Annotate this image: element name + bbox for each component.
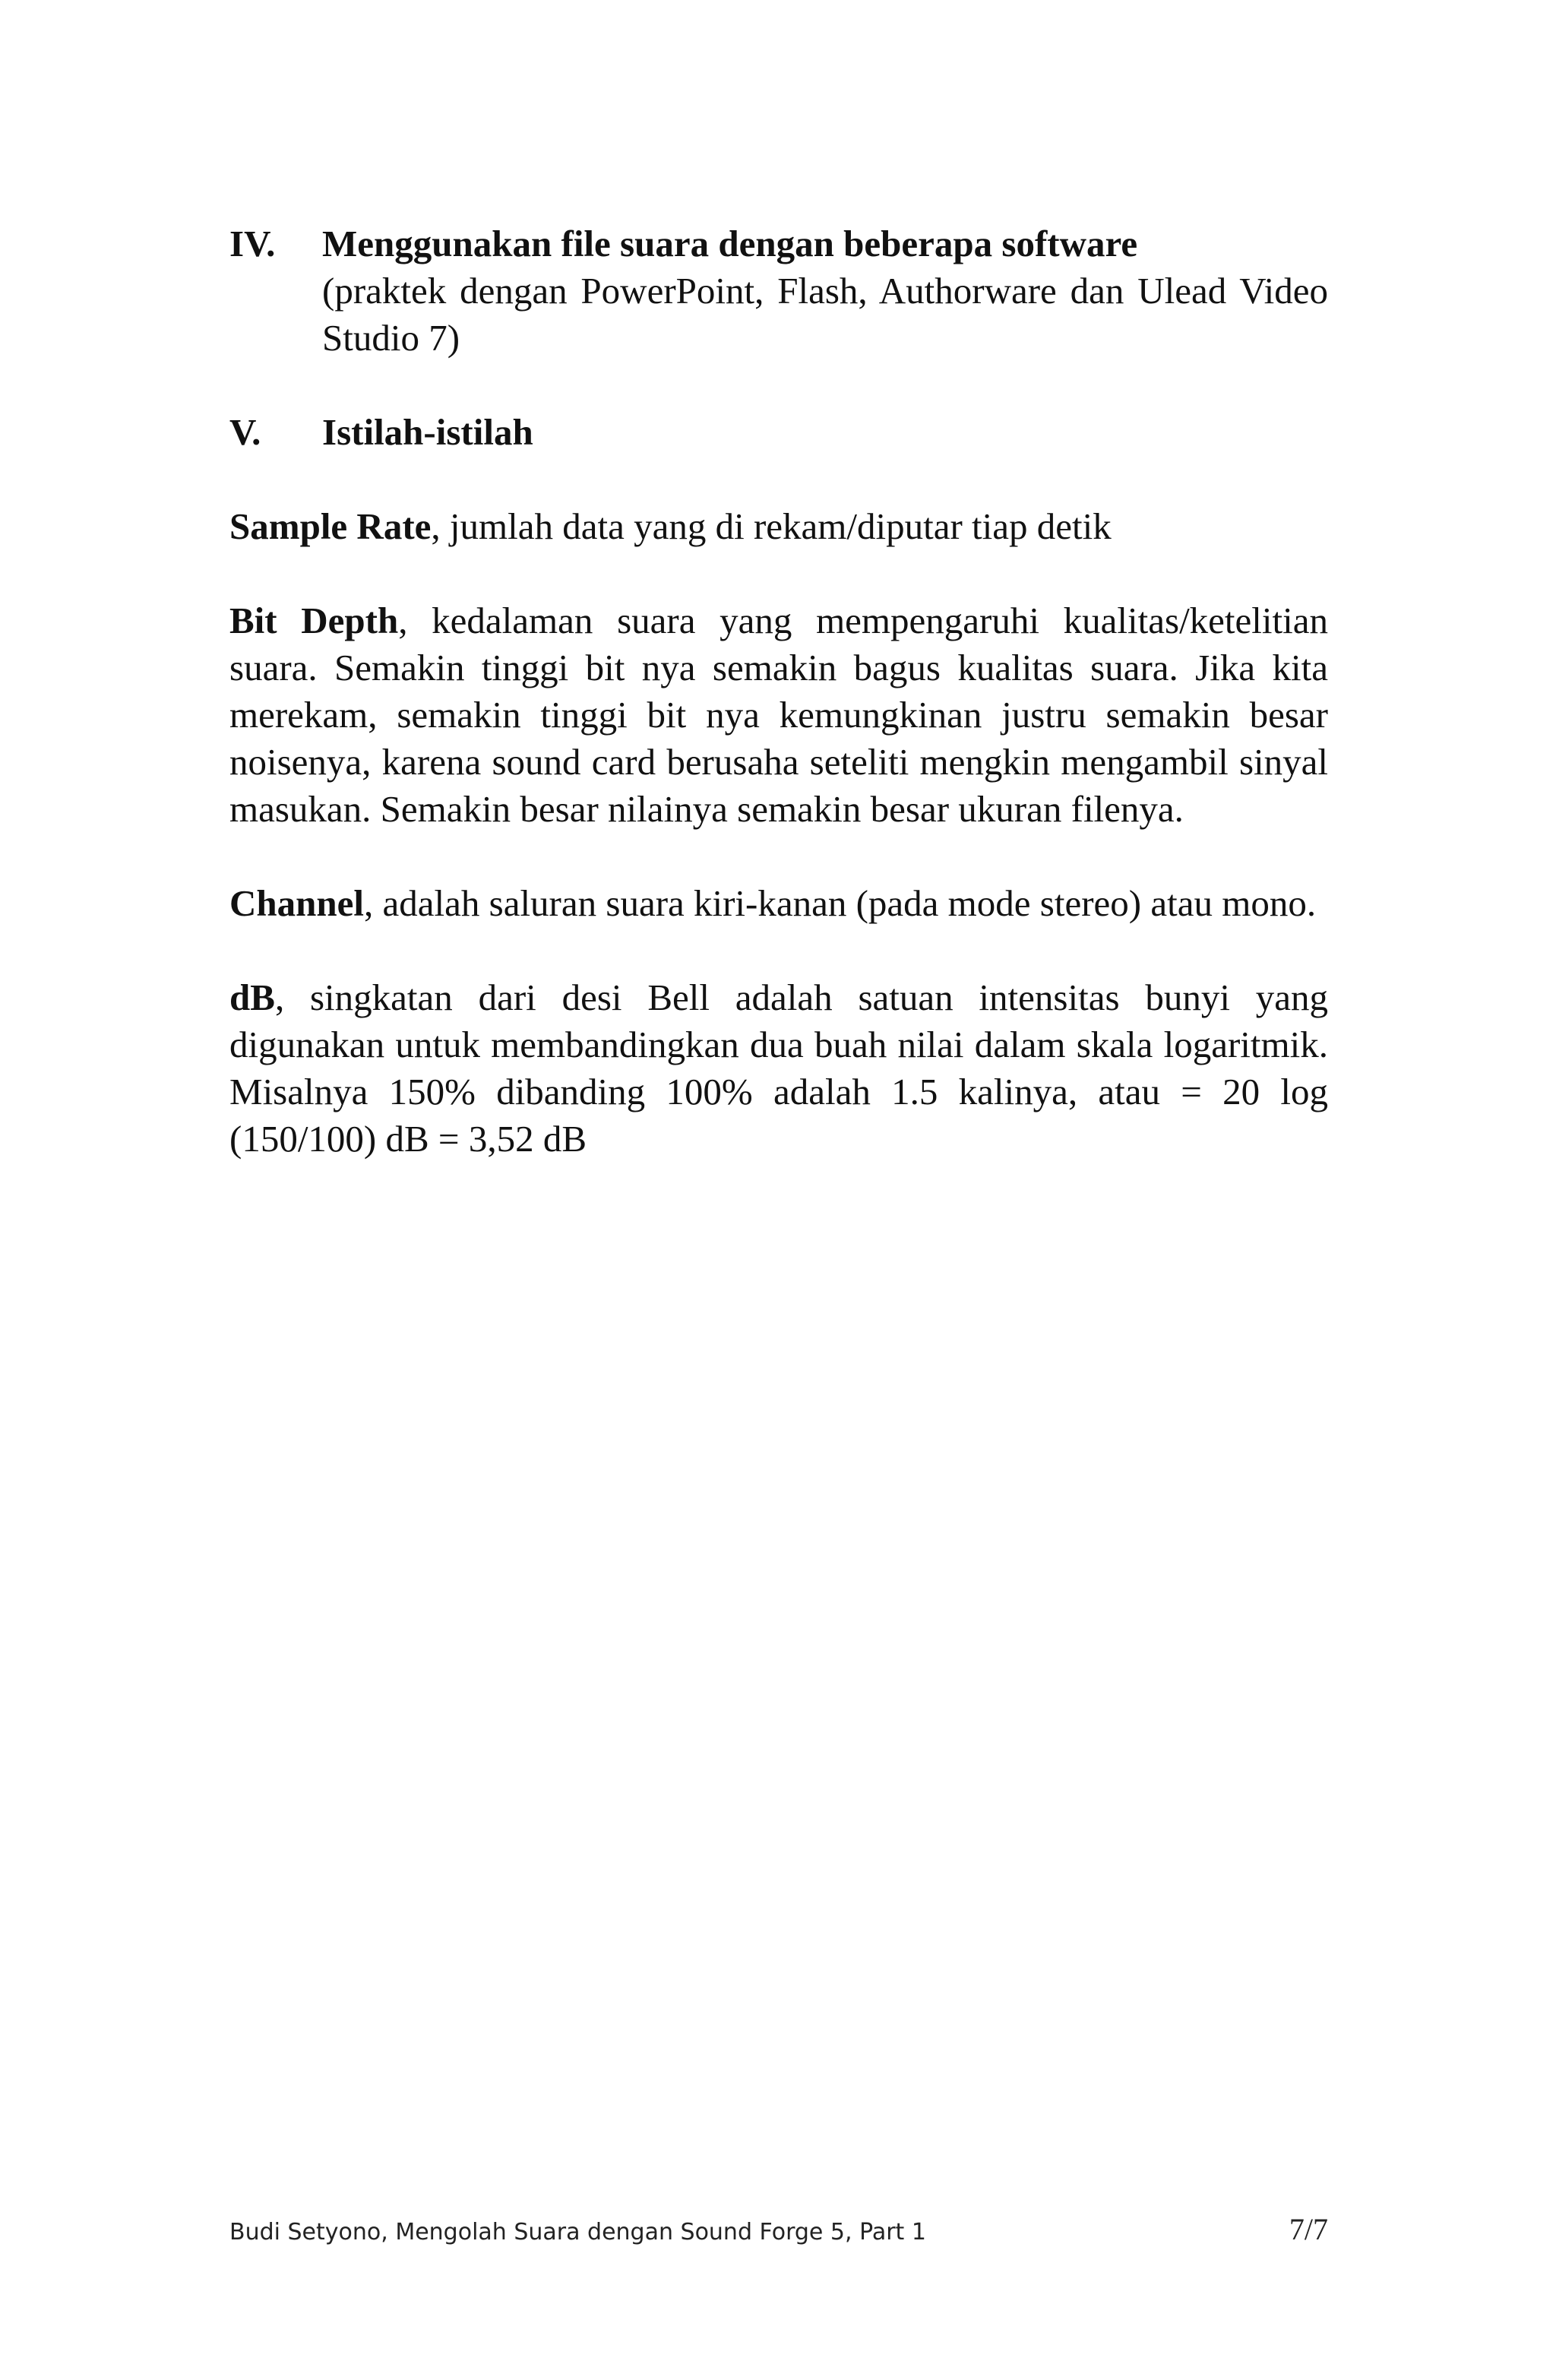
section-title: Menggunakan file suara dengan beberapa software xyxy=(322,223,1138,264)
section-subtitle: (praktek dengan PowerPoint, Flash, Authorware dan Ulead Video Studio 7) xyxy=(322,270,1328,359)
spacer xyxy=(229,550,1328,597)
spacer xyxy=(229,362,1328,409)
definition-text: , adalah saluran suara kiri-kanan (pada mode stereo) atau mono. xyxy=(364,882,1317,924)
definition-channel xyxy=(229,880,1328,927)
definition-term: Channel xyxy=(229,882,365,924)
definition-text: , kedalaman suara yang mempengaruhi kualitas/ketelitian suara. Semakin tinggi bit nya semakin bagus kualitas suara. Jika kita merekam, semakin tinggi bit nya kemungkinan justru semakin besar noisenya, karena sound card berusaha seteliti mengkin mengambil sinyal masukan. Semakin besar nilainya semakin besar ukuran filenya. xyxy=(229,600,1328,830)
spacer xyxy=(229,927,1328,974)
definition-bit-depth xyxy=(229,597,1328,833)
definition-term: dB xyxy=(229,976,275,1018)
definition-sample-rate xyxy=(229,503,1328,550)
section-v xyxy=(229,409,1328,456)
page-number: 7/7 xyxy=(1289,2212,1328,2246)
definition-db xyxy=(229,974,1328,1163)
section-numeral: IV. xyxy=(229,223,276,264)
section-iv xyxy=(229,220,1328,362)
footer-author-title: Budi Setyono, Mengolah Suara dengan Sound Forge 5, Part 1 xyxy=(229,2219,926,2245)
definition-term: Bit Depth xyxy=(229,600,399,641)
section-body xyxy=(322,409,1328,456)
spacer xyxy=(229,456,1328,503)
page-footer xyxy=(229,2211,1328,2247)
definition-term: Sample Rate xyxy=(229,505,432,547)
section-numeral: V. xyxy=(229,411,261,453)
definition-text: , singkatan dari desi Bell adalah satuan intensitas bunyi yang digunakan untuk membandingkan dua buah nilai dalam skala logaritmik. Misalnya 150% dibanding 100% adalah 1.5 kalinya, atau = 20 log (150/100) dB = 3,52 dB xyxy=(229,976,1328,1160)
section-title: Istilah-istilah xyxy=(322,411,533,453)
section-body xyxy=(322,220,1328,362)
definition-text: , jumlah data yang di rekam/diputar tiap detik xyxy=(431,505,1112,547)
spacer xyxy=(229,833,1328,880)
document-page xyxy=(229,220,1328,1163)
